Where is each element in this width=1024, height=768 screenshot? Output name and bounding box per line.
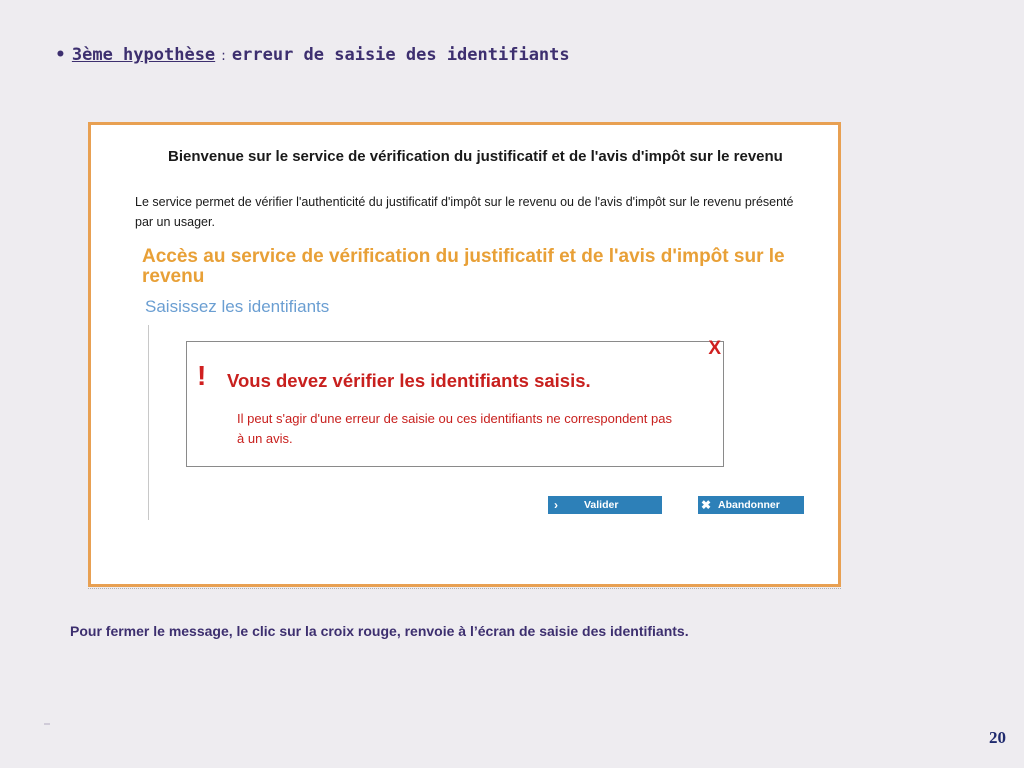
service-description: Le service permet de vérifier l'authenticité du justificatif d'impôt sur le revenu ou de l'avis d'impôt sur le revenu présenté par un usager.	[135, 195, 794, 229]
chevron-right-icon: ›	[554, 498, 558, 512]
page-number: 20	[989, 728, 1006, 747]
bullet-icon: •	[55, 45, 66, 65]
abandon-label: Abandonner	[718, 499, 780, 511]
exclamation-icon: !	[197, 360, 207, 391]
validate-button[interactable]	[548, 496, 662, 514]
slide-heading	[55, 45, 570, 65]
error-alert-dialog	[186, 338, 724, 467]
dotted-separator	[88, 588, 841, 589]
close-x-icon: ✖	[700, 498, 712, 512]
hypothesis-text: erreur de saisie des identifiants	[231, 45, 570, 65]
screenshot-frame	[88, 122, 841, 587]
alert-title: Vous devez vérifier les identifiants saisis.	[227, 370, 591, 391]
decorative-dash	[44, 723, 50, 725]
validate-label: Valider	[584, 499, 619, 511]
access-title: Accès au service de vérification du justificatif et de l'avis d'impôt sur le revenu	[142, 246, 785, 287]
heading-separator: :	[221, 48, 226, 64]
hypothesis-label: 3ème hypothèse	[71, 45, 216, 65]
close-icon[interactable]: X	[708, 338, 721, 359]
form-divider	[148, 325, 149, 520]
abandon-button[interactable]	[698, 496, 804, 514]
slide-note: Pour fermer le message, le clic sur la croix rouge, renvoie à l’écran de saisie des identifiants.	[70, 623, 689, 639]
welcome-title: Bienvenue sur le service de vérification du justificatif et de l'avis d'impôt sur le revenu	[168, 148, 783, 165]
enter-identifiers-label: Saisissez les identifiants	[145, 297, 330, 316]
alert-body: Il peut s'agir d'une erreur de saisie ou ces identifiants ne correspondent pas à un avis.	[237, 411, 672, 446]
